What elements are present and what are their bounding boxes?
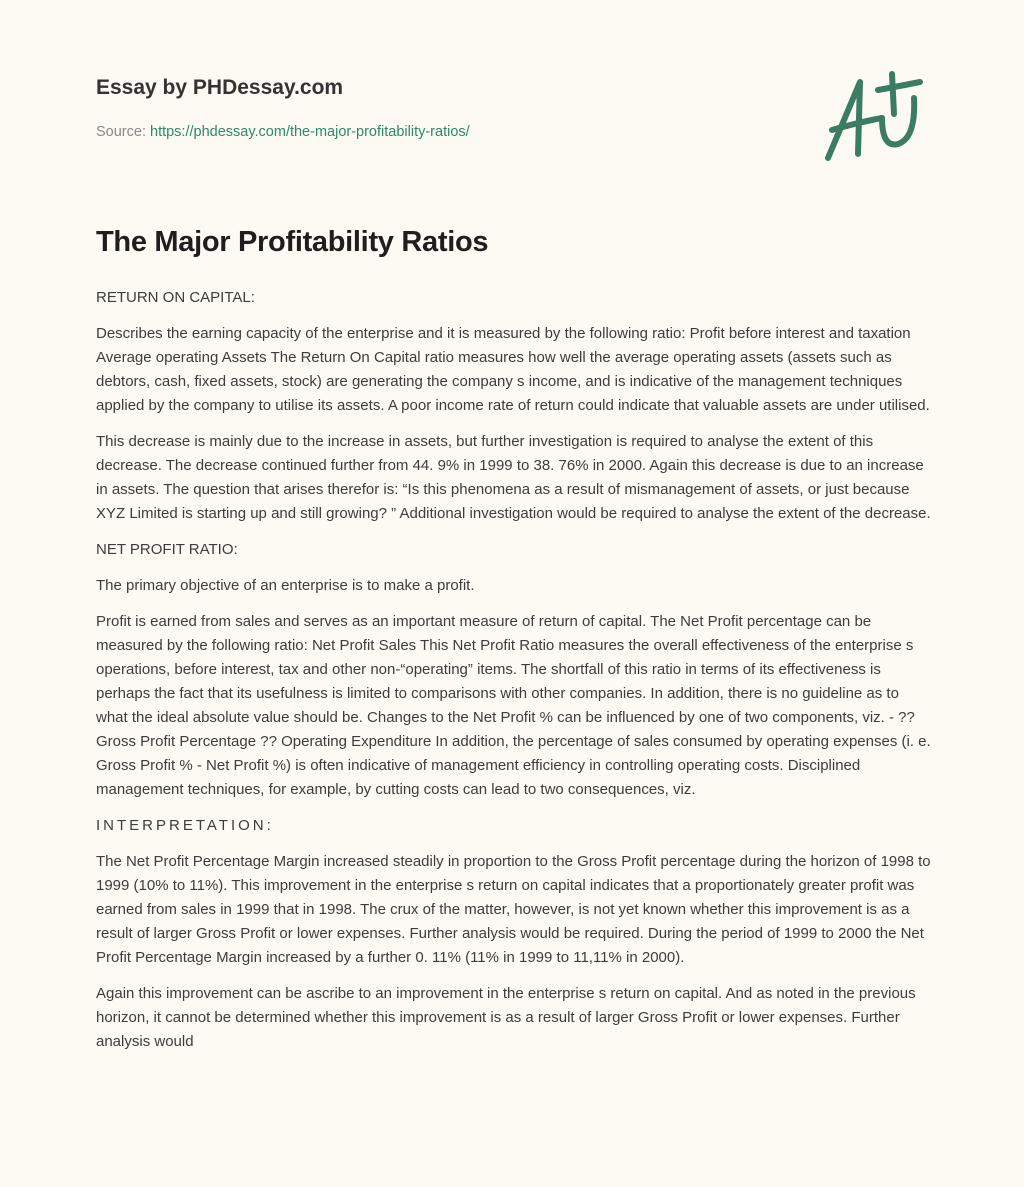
source-link[interactable]: https://phdessay.com/the-major-profitability-ratios/ xyxy=(150,124,470,140)
page-title: The Major Profitability Ratios xyxy=(96,226,489,258)
section-heading-return-on-capital: RETURN ON CAPITAL: xyxy=(96,289,255,306)
paragraph: This decrease is mainly due to the increase in assets, but further investigation is required to analyse the extent of this decrease. The decrease continued further from 44. 9% in 1999 to 38. 76% in 2000. Again this decrease is due to an increase in assets. The question that arises therefor is: “Is this phenomena as a result of mismanagement of assets, or just because XYZ Limited is starting up and still growing? ” Additional investigation would be required to analyse the extent of the decrease. xyxy=(96,433,931,522)
essay-body xyxy=(96,286,932,1066)
paragraph: Again this improvement can be ascribe to an improvement in the enterprise s return on capital. And as noted in the previous horizon, it cannot be determined whether this improvement is as a result of larger Gross Profit or lower expenses. Further analysis would xyxy=(96,985,916,1050)
paragraph: The Net Profit Percentage Margin increased steadily in proportion to the Gross Profit percentage during the horizon of 1998 to 1999 (10% to 11%). This improvement in the enterprise s return on capital indicates that a proportionately greater profit was earned from sales in 1999 that in 1998. The crux of the matter, however, is not yet known whether this improvement is as a result of larger Gross Profit or lower expenses. Further analysis would be required. During the period of 1999 to 2000 the Net Profit Percentage Margin increased by a further 0. 11% (11% in 1999 to 11,11% in 2000). xyxy=(96,853,931,966)
paragraph: The primary objective of an enterprise is to make a profit. xyxy=(96,577,475,594)
source-label: Source: xyxy=(96,124,150,140)
section-heading-interpretation: INTERPRETATION: xyxy=(96,817,274,834)
paragraph: Profit is earned from sales and serves as an important measure of return of capital. The Net Profit percentage can be measured by the following ratio: Net Profit Sales This Net Profit Ratio measures the overall effectiveness of the enterprise s operations, before interest, tax and other non-“operating” items. The shortfall of this ratio in terms of its effectiveness is perhaps the fact that its usefulness is limited to comparisons with other companies. In addition, there is no guideline as to what the ideal absolute value should be. Changes to the Net Profit % can be influenced by one of two components, viz. - ?? Gross Profit Percentage ?? Operating Expenditure In addition, the percentage of sales consumed by operating expenses (i. e. Gross Profit % - Net Profit %) is often indicative of management efficiency in controlling operating costs. Disciplined management techniques, for example, by cutting costs can lead to two consequences, viz. xyxy=(96,613,931,798)
site-brand: Essay by PHDessay.com xyxy=(96,76,344,99)
section-heading-net-profit-ratio: NET PROFIT RATIO: xyxy=(96,541,238,558)
a-plus-logo-icon xyxy=(820,68,930,168)
paragraph: Describes the earning capacity of the enterprise and it is measured by the following ratio: Profit before interest and taxation Average operating Assets The Return On Capital ratio measures how well the average operating assets (assets such as debtors, cash, fixed assets, stock) are generating the company s income, and is indicative of the management techniques applied by the company to utilise its assets. A poor income rate of return could indicate that valuable assets are under utilised. xyxy=(96,325,930,414)
source-line xyxy=(96,124,470,140)
